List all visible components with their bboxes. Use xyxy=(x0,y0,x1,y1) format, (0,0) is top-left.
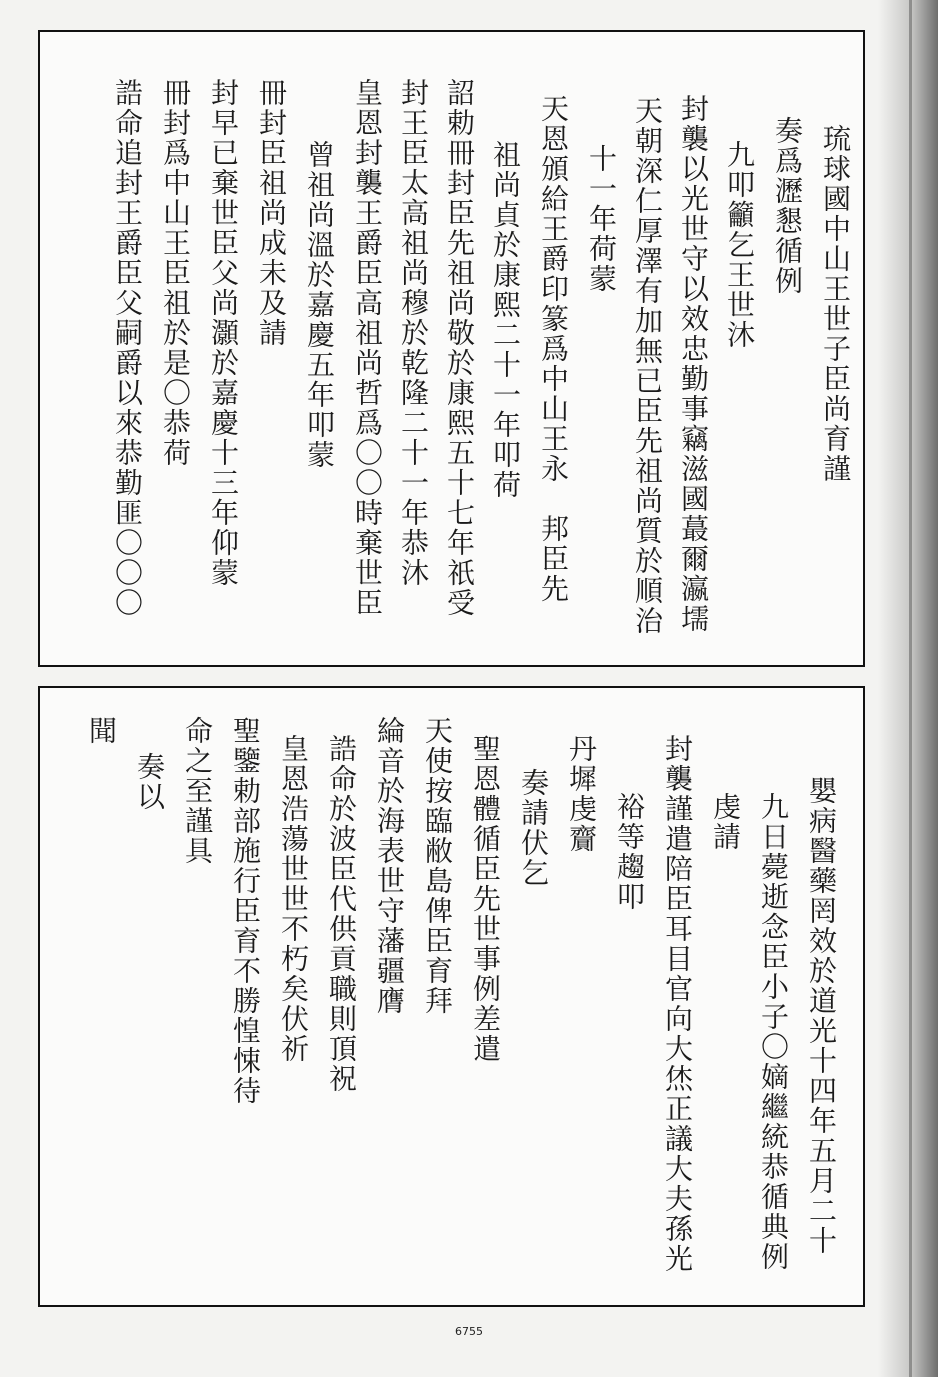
binding-shadow xyxy=(878,0,938,1377)
memorial-page-top xyxy=(38,30,865,667)
text-column: 曾祖尚溫於嘉慶五年叩蒙 xyxy=(303,140,336,470)
text-column: 聖鑒勅部施行臣育不勝惶悚待 xyxy=(229,716,262,1106)
text-column: 封襲以光世守以效忠勤事竊滋國蕞爾瀛壖 xyxy=(677,94,710,634)
text-column: 琉球國中山王世子臣尚育謹 xyxy=(819,124,852,484)
text-column: 冊封爲中山王臣祖於是〇恭荷 xyxy=(159,78,192,468)
binding-edge xyxy=(909,0,912,1377)
text-column: 綸音於海表世守藩疆膺 xyxy=(373,716,406,1016)
text-column: 虔請 xyxy=(709,792,742,852)
text-column: 奏以 xyxy=(133,752,166,812)
text-column: 天恩頒給王爵印篆爲中山王永 邦臣先 xyxy=(537,94,570,604)
text-column: 丹墀虔齎 xyxy=(565,734,598,854)
text-column: 聖恩體循臣先世事例差遣 xyxy=(469,734,502,1064)
text-column: 詔勅冊封臣先祖尚敬於康熙五十七年祇受 xyxy=(443,78,476,618)
text-column: 誥命追封王爵臣父嗣爵以來恭勤匪〇〇〇 xyxy=(111,78,144,618)
text-column: 九叩籲乞王世沐 xyxy=(723,140,756,350)
text-column: 嬰病醫藥罔效於道光十四年五月二十 xyxy=(805,776,838,1256)
text-column: 九日薨逝念臣小子〇嫡繼統恭循典例 xyxy=(757,792,790,1272)
text-column: 封早已棄世臣父尚灝於嘉慶十三年仰蒙 xyxy=(207,78,240,588)
memorial-page-bottom xyxy=(38,686,865,1307)
top-text-area xyxy=(40,32,863,665)
text-column: 奏爲瀝懇循例 xyxy=(771,116,804,296)
text-column: 聞 xyxy=(85,716,118,746)
text-column: 天朝深仁厚澤有加無已臣先祖尚質於順治 xyxy=(631,96,664,636)
page-number: 6755 xyxy=(455,1325,483,1338)
text-column: 封襲謹遣陪臣耳目官向大烋正議大夫孫光 xyxy=(661,734,694,1274)
text-column: 誥命於波臣代供貢職則頂祝 xyxy=(325,734,358,1094)
text-column: 皇恩封襲王爵臣高祖尚哲爲〇〇時棄世臣 xyxy=(351,78,384,618)
text-column: 祖尚貞於康熙二十一年叩荷 xyxy=(489,140,522,500)
text-column: 命之至謹具 xyxy=(181,716,214,866)
text-column: 封王臣太高祖尚穆於乾隆二十一年恭沐 xyxy=(397,78,430,588)
text-column: 皇恩浩蕩世世不朽矣伏祈 xyxy=(277,734,310,1064)
bottom-text-area xyxy=(40,688,863,1305)
text-column: 奏請伏乞 xyxy=(517,768,550,888)
text-column: 裕等趨叩 xyxy=(613,792,646,912)
text-column: 天使按臨敝島俾臣育拜 xyxy=(421,716,454,1016)
text-column: 十一年荷蒙 xyxy=(585,144,618,294)
text-column: 冊封臣祖尚成未及請 xyxy=(255,78,288,348)
